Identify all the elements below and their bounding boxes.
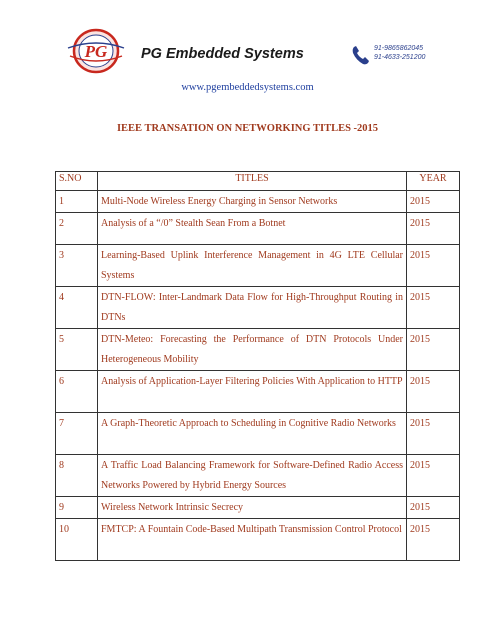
table-row: [56, 455, 460, 497]
row-year: 2015: [407, 191, 460, 213]
row-title: Wireless Network Intrinsic Secrecy: [98, 497, 407, 519]
row-title: Multi-Node Wireless Energy Charging in Sensor Networks: [98, 191, 407, 213]
row-sno: 7: [56, 413, 98, 455]
row-title: DTN-Meteo: Forecasting the Performance of DTN Protocols Under Heterogeneous Mobility: [98, 329, 407, 371]
row-year: 2015: [407, 245, 460, 287]
row-sno: 9: [56, 497, 98, 519]
table-row: [56, 371, 460, 413]
row-title: FMTCP: A Fountain Code-Based Multipath Transmission Control Protocol: [98, 519, 407, 561]
row-year: 2015: [407, 497, 460, 519]
row-year: 2015: [407, 287, 460, 329]
titles-table: [55, 171, 460, 561]
table-row: [56, 213, 460, 245]
table-row: [56, 245, 460, 287]
row-year: 2015: [407, 455, 460, 497]
row-title: A Graph-Theoretic Approach to Scheduling in Cognitive Radio Networks: [98, 413, 407, 455]
row-year: 2015: [407, 213, 460, 245]
phone-number-2: 91-4633-251200: [374, 54, 426, 61]
row-sno: 3: [56, 245, 98, 287]
row-sno: 2: [56, 213, 98, 245]
website-link[interactable]: www.pgembeddedsystems.com: [181, 82, 314, 93]
table-header-row: [56, 172, 460, 191]
row-title: A Traffic Load Balancing Framework for Software-Defined Radio Access Networks Powered by Hybrid Energy Sources: [98, 455, 407, 497]
row-sno: 5: [56, 329, 98, 371]
table-row: [56, 413, 460, 455]
phone-number-1: 91-9865862045: [374, 45, 424, 52]
row-sno: 8: [56, 455, 98, 497]
row-title: DTN-FLOW: Inter-Landmark Data Flow for High-Throughput Routing in DTNs: [98, 287, 407, 329]
row-year: 2015: [407, 519, 460, 561]
row-sno: 10: [56, 519, 98, 561]
table-body: [56, 191, 460, 561]
phone-icon: [351, 44, 371, 66]
pg-logo-icon: [64, 28, 128, 74]
row-sno: 4: [56, 287, 98, 329]
row-year: 2015: [407, 329, 460, 371]
phone-numbers: [374, 44, 425, 62]
company-name: PG Embedded Systems: [141, 46, 304, 62]
row-title: Analysis of a “/0” Stealth Sean From a Botnet: [98, 213, 407, 245]
column-header-sno: S.NO: [56, 172, 98, 191]
table-row: [56, 497, 460, 519]
row-title: Analysis of Application-Layer Filtering Policies With Application to HTTP: [98, 371, 407, 413]
table-row: [56, 191, 460, 213]
document-title: IEEE TRANSATION ON NETWORKING TITLES -2015: [116, 123, 379, 134]
row-sno: 1: [56, 191, 98, 213]
row-year: 2015: [407, 371, 460, 413]
row-year: 2015: [407, 413, 460, 455]
table-row: [56, 519, 460, 561]
page-header: [0, 0, 495, 80]
svg-text:PG: PG: [84, 42, 108, 61]
row-title: Learning-Based Uplink Interference Management in 4G LTE Cellular Systems: [98, 245, 407, 287]
table-row: [56, 329, 460, 371]
row-sno: 6: [56, 371, 98, 413]
table-row: [56, 287, 460, 329]
column-header-year: YEAR: [407, 172, 460, 191]
column-header-titles: TITLES: [98, 172, 407, 191]
